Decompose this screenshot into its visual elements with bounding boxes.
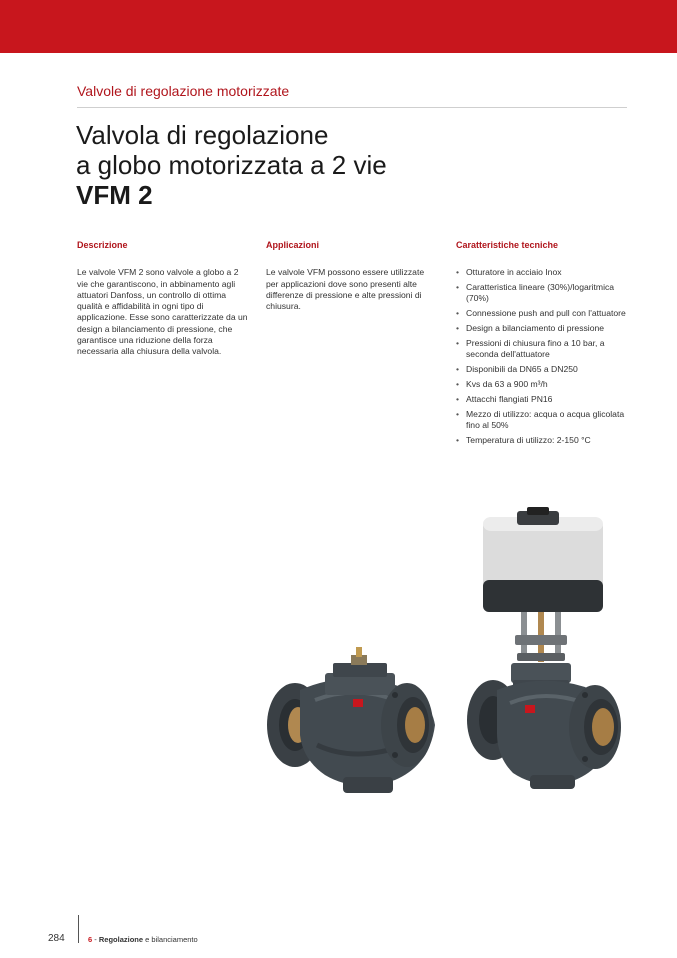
list-item: • Disponibili da DN65 a DN250 xyxy=(456,364,631,375)
title-line-1: Valvola di regolazione xyxy=(76,120,329,150)
list-item: • Temperatura di utilizzo: 2-150 °C xyxy=(456,435,631,446)
descrizione-column xyxy=(77,240,249,358)
descrizione-heading: Descrizione xyxy=(77,240,128,250)
chapter-rest: e bilanciamento xyxy=(145,935,198,944)
list-item: • Kvs da 63 a 900 m³/h xyxy=(456,379,631,390)
footer-chapter xyxy=(88,935,198,944)
valve-product-photo xyxy=(255,495,635,815)
applicazioni-column xyxy=(266,240,436,312)
valve-left-image xyxy=(267,647,435,793)
list-item: • Mezzo di utilizzo: acqua o acqua glicolata fino al 50% xyxy=(456,409,631,432)
applicazioni-text: Le valvole VFM possono essere utilizzate per applicazioni dove sono presenti alte differenze di pressione e alte pressioni di chiusura. xyxy=(266,267,425,312)
footer-divider xyxy=(78,915,79,943)
list-item: • Pressioni di chiusura fino a 10 bar, a seconda dell'attuatore xyxy=(456,338,631,361)
product-name: VFM 2 xyxy=(76,180,153,210)
caratteristiche-list xyxy=(456,267,631,446)
page-number: 284 xyxy=(48,933,65,944)
caratteristiche-column xyxy=(456,240,631,450)
chapter-bold: Regolazione xyxy=(98,935,144,944)
list-item: • Caratteristica lineare (30%)/logaritmica (70%) xyxy=(456,282,631,305)
list-item: • Attacchi flangiati PN16 xyxy=(456,394,631,405)
descrizione-text: Le valvole VFM 2 sono valvole a globo a 2 vie che garantiscono, in abbinamento agli attuatori Danfoss, un controllo di ottima qualità e affidabilità in ogni tipo di applicazione. Esse sono caratterizzate da un design a bilanciamento di pressione, che garantisce una riduzione della forza necessaria alla chiusura della valvola. xyxy=(77,267,248,357)
caratteristiche-heading: Caratteristiche tecniche xyxy=(456,240,559,250)
top-brand-bar xyxy=(0,0,677,53)
list-item: • Design a bilanciamento di pressione xyxy=(456,323,631,334)
list-item: • Otturatore in acciaio Inox xyxy=(456,267,631,278)
title-line-2: a globo motorizzata a 2 vie xyxy=(76,150,387,180)
applicazioni-heading: Applicazioni xyxy=(266,240,320,250)
page-title xyxy=(76,120,387,210)
list-item: • Connessione push and pull con l'attuatore xyxy=(456,308,631,319)
chapter-number: 6 xyxy=(88,935,93,944)
section-divider xyxy=(77,107,627,108)
valve-right-image xyxy=(467,507,621,789)
chapter-separator: - xyxy=(94,935,97,944)
section-title: Valvole di regolazione motorizzate xyxy=(77,83,290,99)
